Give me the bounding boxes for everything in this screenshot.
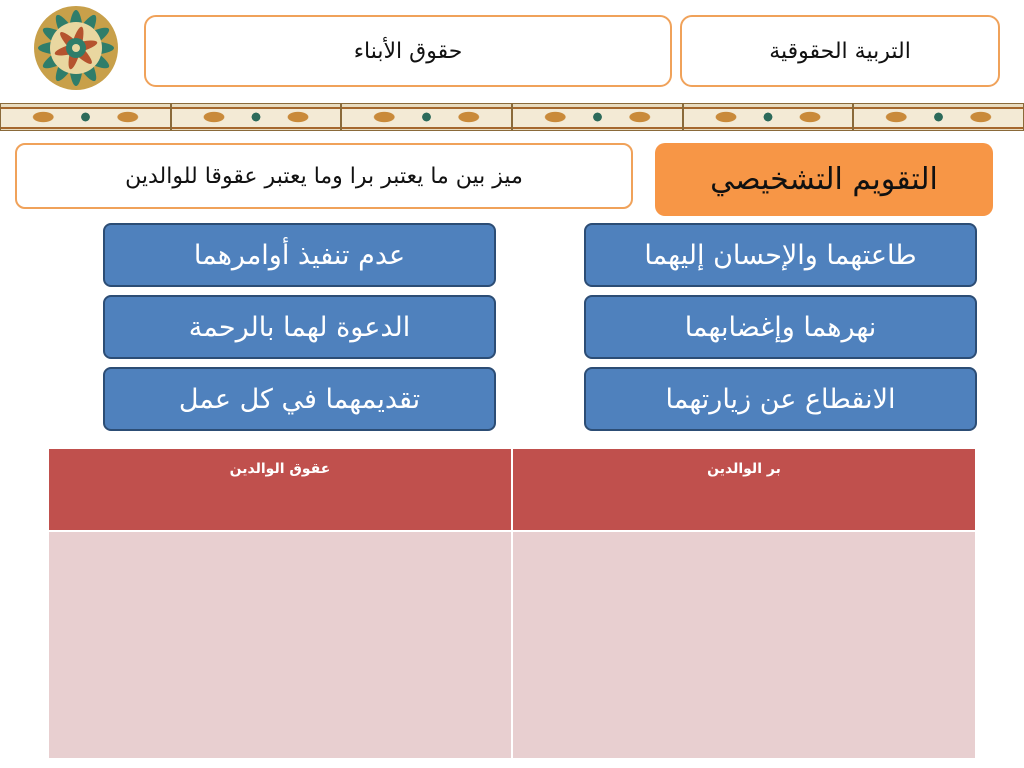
card-stop-visiting[interactable]: الانقطاع عن زيارتهما xyxy=(584,367,977,431)
column-header-disobedience: عقوق الوالدين xyxy=(48,448,512,531)
card-pray-for-parents[interactable]: الدعوة لهما بالرحمة xyxy=(103,295,496,359)
card-obey-parents[interactable]: طاعتهما والإحسان إليهما xyxy=(584,223,977,287)
card-disobey-orders[interactable]: عدم تنفيذ أوامرهما xyxy=(103,223,496,287)
instruction-text: ميز بين ما يعتبر برا وما يعتبر عقوقا للوالدين xyxy=(15,143,633,209)
drop-zone-disobedience[interactable] xyxy=(48,531,512,759)
card-put-parents-first[interactable]: تقديمهما في كل عمل xyxy=(103,367,496,431)
subject-title: التربية الحقوقية xyxy=(680,15,1000,87)
card-scold-parents[interactable]: نهرهما وإغضابهما xyxy=(584,295,977,359)
lesson-title: حقوق الأبناء xyxy=(144,15,672,87)
ornament-medallion-icon xyxy=(14,4,138,92)
drop-zone-righteousness[interactable] xyxy=(512,531,976,759)
column-header-righteousness: بر الوالدين xyxy=(512,448,976,531)
activity-title: التقويم التشخيصي xyxy=(655,143,993,216)
ornament-border-strip xyxy=(0,103,1024,131)
sorting-table xyxy=(47,447,977,760)
